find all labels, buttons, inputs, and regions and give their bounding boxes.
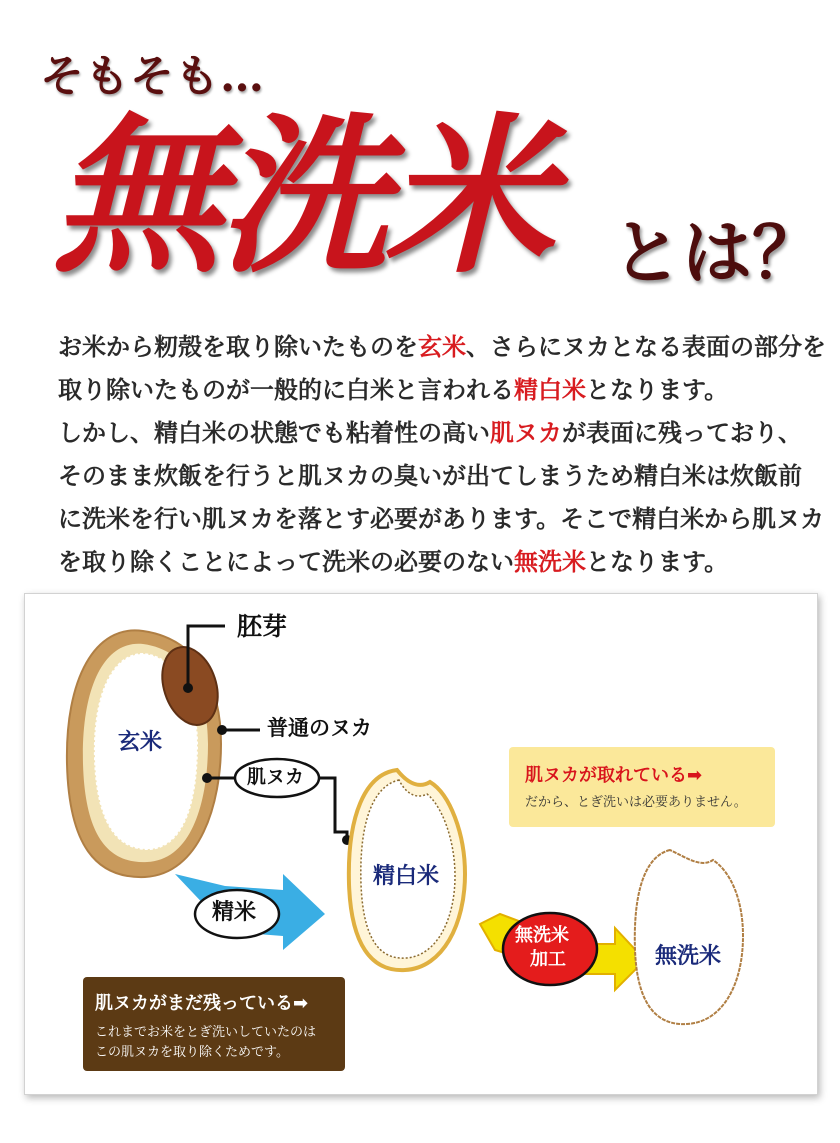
- text-segment: となります。: [586, 375, 729, 404]
- bran-removed-note-text: だから、とぎ洗いは必要ありません。: [525, 795, 747, 810]
- explanation-text: [58, 325, 826, 583]
- heading-subtitle: そもそも…: [40, 51, 265, 102]
- bran-remaining-note-text-1: これまでお米をとぎ洗いしていたのは: [95, 1025, 317, 1040]
- text-segment: を取り除くことによって洗米の必要のない: [58, 547, 514, 576]
- wash-free-rice-label: 無洗米: [655, 944, 722, 969]
- text-segment: そのまま炊飯を行うと肌ヌカの臭いが出てしまうため精白米は炊飯前: [58, 461, 802, 490]
- explanation-line: [58, 411, 802, 454]
- text-segment: お米から籾殻を取り除いたものを: [58, 332, 418, 361]
- bran-removed-note-title: 肌ヌカが取れている➡: [525, 765, 703, 786]
- heading-suffix: とは？: [612, 211, 822, 294]
- rice-diagram-panel: [24, 593, 818, 1095]
- germ-label: 胚芽: [237, 612, 288, 641]
- explanation-line: [58, 368, 798, 411]
- explanation-line: [58, 454, 802, 497]
- explanation-line: [58, 540, 798, 583]
- skin-bran-label: 肌ヌカ: [247, 766, 305, 788]
- bran-removed-note: [509, 747, 775, 827]
- text-segment: 、さらにヌカとなる表面の部分を: [466, 332, 826, 361]
- highlighted-term: 精白米: [514, 375, 586, 404]
- heading-title: 無洗米: [52, 97, 551, 297]
- text-segment: に洗米を行い肌ヌカを落とす必要があります。そこで精白米から肌ヌカ: [58, 504, 825, 533]
- brown-rice-label: 玄米: [118, 730, 163, 755]
- bran-remaining-note-title: 肌ヌカがまだ残っている➡: [95, 993, 309, 1014]
- text-segment: しかし、精白米の状態でも粘着性の高い: [58, 418, 490, 447]
- wash-free-process-label-2: 加工: [530, 949, 566, 970]
- wash-free-process-label-1: 無洗米: [515, 925, 569, 946]
- highlighted-term: 玄米: [418, 332, 466, 361]
- polished-rice-label: 精白米: [373, 864, 440, 889]
- explanation-line: [58, 325, 826, 368]
- text-segment: が表面に残っており、: [562, 418, 802, 447]
- bran-remaining-note-text-2: この肌ヌカを取り除くためです。: [95, 1045, 289, 1060]
- explanation-line: [58, 497, 825, 540]
- wash-free-rice: [635, 850, 743, 1024]
- text-segment: となります。: [586, 547, 729, 576]
- highlighted-term: 肌ヌカ: [490, 418, 562, 447]
- normal-bran-label: 普通のヌカ: [267, 716, 372, 740]
- highlighted-term: 無洗米: [514, 547, 586, 576]
- bran-remaining-note: [83, 977, 345, 1071]
- polishing-label: 精米: [212, 900, 257, 925]
- text-segment: 取り除いたものが一般的に白米と言われる: [58, 375, 514, 404]
